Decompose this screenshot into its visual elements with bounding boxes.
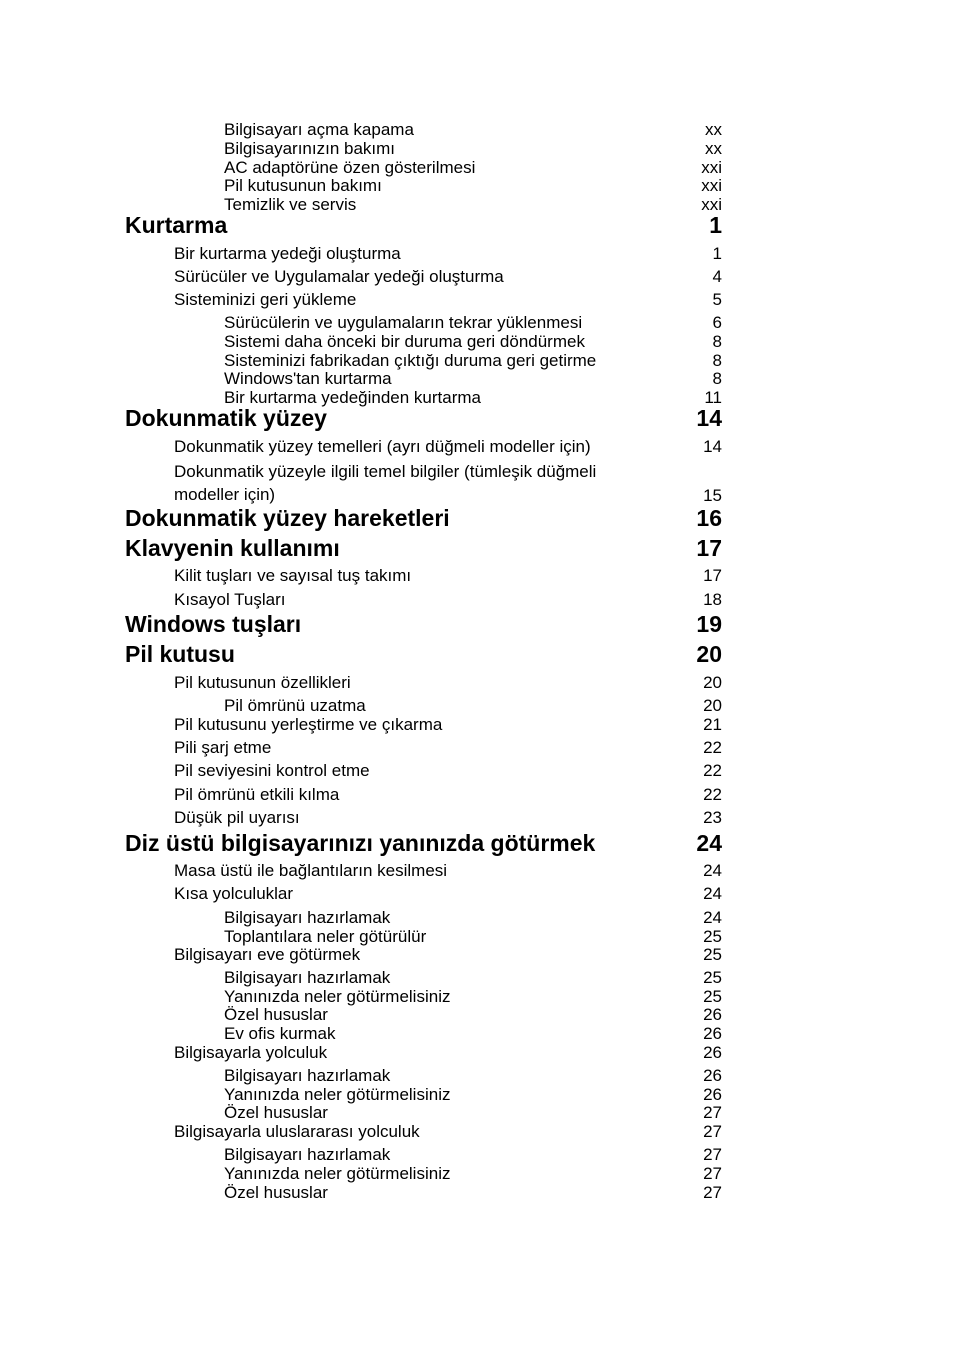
toc-subsection[interactable] [224, 158, 722, 177]
toc-subsection[interactable] [224, 332, 722, 351]
toc-entry-page: xx [705, 139, 722, 158]
toc-entry-page: 22 [703, 738, 722, 757]
toc-entry-page: 25 [703, 987, 722, 1006]
toc-entry-page: 17 [703, 566, 722, 585]
toc-section[interactable] [174, 1122, 722, 1142]
toc-entry-title: Bir kurtarma yedeği oluşturma [174, 244, 401, 263]
toc-entry-title: Dokunmatik yüzey [125, 405, 327, 431]
toc-entry-page: 19 [696, 611, 722, 637]
toc-entry-title: Kısayol Tuşları [174, 590, 286, 609]
toc-entry-page: 15 [703, 486, 722, 505]
toc-section[interactable] [174, 861, 722, 881]
toc-entry-page: 20 [703, 696, 722, 715]
toc-subsection[interactable] [224, 908, 722, 927]
toc-entry-title: Bilgisayarı eve götürmek [174, 945, 361, 964]
toc-entry-page: 6 [712, 313, 722, 332]
toc-entry-title: Bilgisayarı hazırlamak [224, 908, 391, 927]
toc-entry-page: 24 [703, 884, 722, 903]
toc-entry-title: Ev ofis kurmak [224, 1024, 336, 1043]
toc-entry-title: Klavyenin kullanımı [125, 535, 340, 561]
toc-subsection[interactable] [224, 120, 722, 139]
toc-chapter[interactable] [125, 611, 722, 637]
toc-entry-page: 8 [712, 369, 722, 388]
toc-entry-title: Toplantılara neler götürülür [224, 927, 427, 946]
toc-section[interactable] [174, 1043, 722, 1063]
toc-entry-title: Temizlik ve servis [224, 195, 357, 214]
toc-entry-title: Kilit tuşları ve sayısal tuş takımı [174, 566, 412, 585]
toc-entry-title: Sisteminizi fabrikadan çıktığı duruma geri getirme [224, 351, 597, 370]
toc-entry-title: Bilgisayarı hazırlamak [224, 1066, 391, 1085]
toc-section[interactable] [174, 673, 722, 693]
toc-chapter[interactable] [125, 535, 722, 561]
toc-entry-page: 22 [703, 785, 722, 804]
toc-section[interactable] [174, 808, 722, 828]
toc-subsection[interactable] [224, 1024, 722, 1043]
toc-section[interactable] [174, 590, 722, 610]
toc-entry-page: 27 [703, 1164, 722, 1183]
toc-entry-title: Kurtarma [125, 212, 228, 238]
toc-subsection[interactable] [224, 139, 722, 158]
toc-entry-title: Bilgisayarınızın bakımı [224, 139, 396, 158]
toc-entry-title: Yanınızda neler götürmelisiniz [224, 1085, 451, 1104]
toc-entry-title: Bir kurtarma yedeğinden kurtarma [224, 388, 482, 407]
toc-entry-page: 23 [703, 808, 722, 827]
toc-entry-page: 26 [703, 1005, 722, 1024]
toc-entry-title: Yanınızda neler götürmelisiniz [224, 987, 451, 1006]
toc-entry-page: 26 [703, 1085, 722, 1104]
toc-entry-page: xxi [701, 176, 722, 195]
toc-entry-page: xx [705, 120, 722, 139]
toc-entry-page: 24 [696, 830, 722, 856]
toc-entry-title: Sisteminizi geri yükleme [174, 290, 357, 309]
toc-chapter[interactable] [125, 405, 722, 431]
toc-section[interactable] [174, 566, 722, 586]
toc-entry-page: 24 [703, 861, 722, 880]
toc-entry-title: Bilgisayarı açma kapama [224, 120, 414, 139]
toc-entry-title: Kısa yolculuklar [174, 884, 294, 903]
toc-entry-page: 4 [712, 267, 722, 286]
toc-entry-page: 18 [703, 590, 722, 609]
toc-chapter[interactable] [125, 641, 722, 667]
toc-entry-page: 26 [703, 1066, 722, 1085]
toc-section[interactable] [174, 785, 722, 805]
toc-entry-page: 26 [703, 1024, 722, 1043]
toc-subsection[interactable] [224, 351, 722, 370]
toc-entry-title: Bilgisayarla yolculuk [174, 1043, 328, 1062]
toc-entry-page: 8 [712, 332, 722, 351]
toc-entry-title: Yanınızda neler götürmelisiniz [224, 1164, 451, 1183]
toc-subsection[interactable] [224, 1164, 722, 1183]
toc-entry-page: 1 [709, 212, 722, 238]
toc-entry-title: AC adaptörüne özen gösterilmesi [224, 158, 476, 177]
toc-entry-page: 20 [696, 641, 722, 667]
toc-entry-title: Pil ömrünü etkili kılma [174, 785, 340, 804]
toc-entry-page: 8 [712, 351, 722, 370]
toc-section[interactable] [174, 761, 722, 781]
toc-subsection[interactable] [224, 1183, 722, 1202]
toc-section[interactable] [174, 244, 722, 264]
toc-subsection[interactable] [224, 313, 722, 332]
toc-entry-title: Diz üstü bilgisayarınızı yanınızda götürmek [125, 830, 596, 856]
toc-subsection[interactable] [224, 1085, 722, 1104]
toc-entry-title: Sürücülerin ve uygulamaların tekrar yüklenmesi [224, 313, 583, 332]
toc-section[interactable] [174, 884, 722, 904]
toc-entry-page: 27 [703, 1103, 722, 1122]
toc-entry-title: Sistemi daha önceki bir duruma geri döndürmek [224, 332, 585, 351]
toc-entry-page: xxi [701, 195, 722, 214]
toc-entry-page: 22 [703, 761, 722, 780]
toc-subsection[interactable] [224, 1066, 722, 1085]
toc-entry-title: Bilgisayarı hazırlamak [224, 1145, 391, 1164]
toc-entry-title: Pil seviyesini kontrol etme [174, 761, 370, 780]
toc-section[interactable] [174, 738, 722, 758]
toc-entry-title: Sürücüler ve Uygulamalar yedeği oluşturma [174, 267, 504, 286]
toc-entry-title: Windows'tan kurtarma [224, 369, 392, 388]
toc-section[interactable] [174, 290, 722, 310]
toc-chapter[interactable] [125, 505, 722, 531]
toc-section[interactable] [174, 437, 722, 457]
toc-subsection[interactable] [224, 968, 722, 987]
toc-entry-title: Pil kutusunun bakımı [224, 176, 382, 195]
toc-entry-title: Özel hususlar [224, 1103, 328, 1122]
toc-entry-page: 21 [703, 715, 722, 734]
toc-entry-title: Masa üstü ile bağlantıların kesilmesi [174, 861, 448, 880]
toc-entry-title: Özel hususlar [224, 1183, 328, 1202]
toc-section[interactable] [174, 715, 722, 735]
toc-entry-page: 5 [712, 290, 722, 309]
toc-entry-title: Pil kutusu [125, 641, 235, 667]
toc-subsection[interactable] [224, 696, 722, 715]
toc-chapter[interactable] [125, 830, 722, 856]
toc-subsection[interactable] [224, 987, 722, 1006]
toc-entry-page: xxi [701, 158, 722, 177]
toc-entry-title: Dokunmatik yüzey temelleri (ayrı düğmeli modeller için) [174, 437, 591, 456]
toc-subsection[interactable] [224, 927, 722, 946]
toc-entry-title: Pil ömrünü uzatma [224, 696, 366, 715]
toc-entry-page: 16 [696, 505, 722, 531]
toc-entry-page: 25 [703, 927, 722, 946]
toc-subsection[interactable] [224, 1145, 722, 1164]
toc-entry-page: 11 [704, 388, 722, 407]
toc-entry-page: 17 [696, 535, 722, 561]
toc-entry-title: Özel hususlar [224, 1005, 328, 1024]
toc-entry-page: 1 [712, 244, 722, 263]
toc-subsection[interactable] [224, 176, 722, 195]
toc-chapter[interactable] [125, 212, 722, 238]
toc-entry-title: Dokunmatik yüzey hareketleri [125, 505, 450, 531]
toc-entry-title: Pili şarj etme [174, 738, 272, 757]
toc-entry-title: Windows tuşları [125, 611, 302, 637]
toc-entry-title: Bilgisayarı hazırlamak [224, 968, 391, 987]
toc-section[interactable] [174, 460, 722, 506]
toc-section[interactable] [174, 945, 722, 965]
toc-entry-page: 24 [703, 908, 722, 927]
toc-entry-page: 25 [703, 968, 722, 987]
toc-section[interactable] [174, 267, 722, 287]
toc-entry-title: Pil kutusunu yerleştirme ve çıkarma [174, 715, 443, 734]
toc-subsection[interactable] [224, 1005, 722, 1024]
toc-entry-title: Bilgisayarla uluslararası yolculuk [174, 1122, 420, 1141]
toc-entry-page: 20 [703, 673, 722, 692]
toc-entry-title: Pil kutusunun özellikleri [174, 673, 351, 692]
toc-entry-page: 27 [703, 1145, 722, 1164]
toc-subsection[interactable] [224, 1103, 722, 1122]
toc-entry-page: 27 [703, 1183, 722, 1202]
toc-entry-page: 26 [703, 1043, 722, 1062]
toc-entry-title: Dokunmatik yüzeyle ilgili temel bilgiler (tümleşik düğmeli modeller için) [174, 462, 597, 504]
toc-subsection[interactable] [224, 369, 722, 388]
toc-entry-page: 14 [703, 437, 722, 456]
toc-entry-page: 14 [696, 405, 722, 431]
toc-entry-page: 27 [703, 1122, 722, 1141]
toc-entry-page: 25 [703, 945, 722, 964]
toc-entry-title: Düşük pil uyarısı [174, 808, 300, 827]
